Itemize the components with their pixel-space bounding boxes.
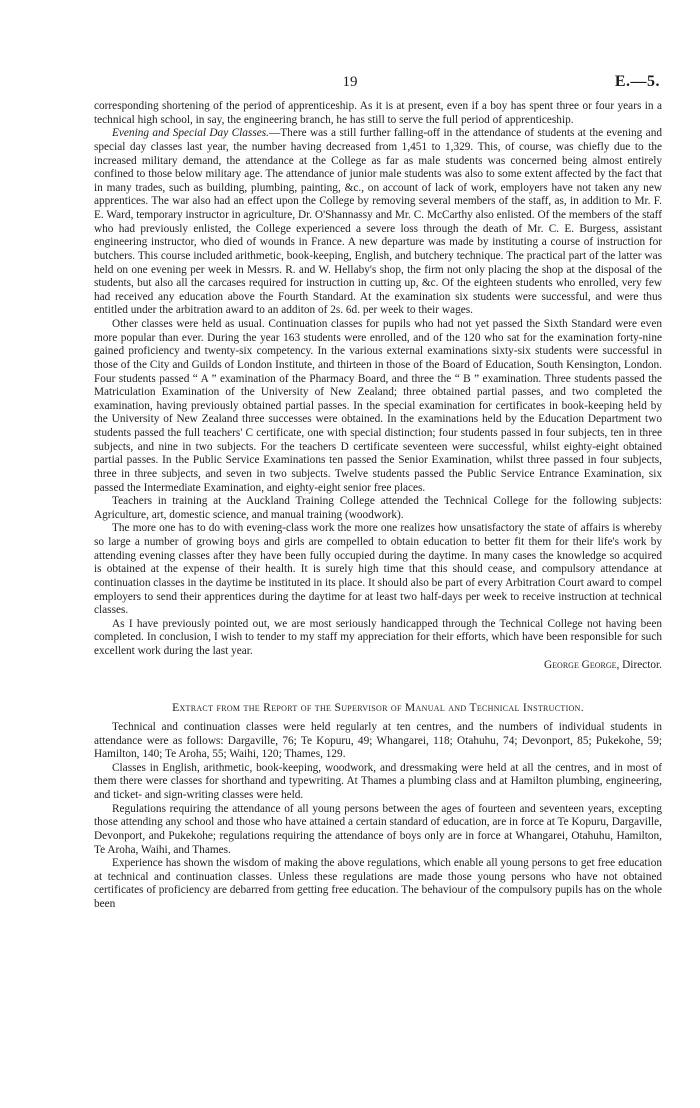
- paragraph-classes-held: Classes in English, arithmetic, book-keeping, woodwork, and dressmaking were held at all the centres, and in most of them there were classes for shorthand and typewriting. At Thames a plumbing class and at Hamilton plumbing, engineering, and ticket- and sign-writing classes were held.: [94, 761, 662, 801]
- paragraph-text: —There was a still further falling-off in the attendance of students at the evening and special day classes last year, the number having decreased from 1,451 to 1,329. This, of course, was chiefly due to the increased military demand, the attendance at the College as far as male students was concerned being almost entirely confined to those below military age. The attendance of junior male students was also to some extent affected by the fact that in many trades, such as building, plumbing, painting, &c., on account of lack of work, employers have not taken any new apprentices. The war also had an effect upon the College by removing several members of the staff, as, in addition to Mr. F. E. Ward, temporary instructor in agriculture, Dr. O'Shannassy and Mr. C. McCarthy also enlisted. Of the members of the staff who had previously enlisted, the College experienced a severe loss through the death of Mr. C. E. Burgess, assistant engineering instructor, who died of wounds in France. A new departure was made by instituting a course of instruction for butchers. This course included arithmetic, book-keeping, English, and butchery technique. The practical part of the latter was held on one evening per week in Messrs. R. and W. Hellaby's shop, the firm not only placing the shop at the disposal of the students, but also all the carcases required for instruction in cutting up, &c. Of the eighteen students who enrolled, very few had received any education above the Fourth Standard. At the examination six students were successful, and were thus entitled under the arbitration award to an additon of 2s. 6d. per week to their wages.: [94, 127, 662, 317]
- paragraph-centres: Technical and continuation classes were held regularly at ten centres, and the numbers of individual students in attendance were as follows: Dargaville, 76; Te Kopuru, 49; Whangarei, 118; Otahuhu, 74; Devonport, 85; Pukekohe, 59; Hamilton, 140; Te Aroha, 55; Waihi, 120; Thames, 129.: [94, 720, 662, 761]
- paragraph-experience: Experience has shown the wisdom of making the above regulations, which enable all young persons to get free education at technical and continuation classes. Unless these regulations are made those young persons who have not obtained certificates of proficiency are debarred from getting free education. The behaviour of the compulsory pupils has on the whole been: [94, 857, 662, 910]
- paragraph-apprenticeship: corresponding shortening of the period of apprenticeship. As it is at present, even if a boy has spent three or four years in a technical high school, in say, the engineering branch, he has still to serve the full period of apprenticeship.: [94, 100, 662, 126]
- document-reference: E.—5.: [614, 73, 660, 90]
- paragraph-other-classes: Other classes were held as usual. Continuation classes for pupils who had not yet passed the Sixth Standard were even more popular than ever. During the year 163 students were enrolled, and of the 120 who sat for the examination forty-nine gained proficiency and twenty-six competency. In the various external examinations sixty-six students were successful in those of the City and Guilds of London Institute, and thirteen in those of the Board of Education, South Kensington, London. Four students passed “ A ” examination of the Pharmacy Board, and three the “ B ” examination. Three students passed the Matriculation Examination of the University of New Zealand; three obtained partial passes, and two completed the examination, having previously obtained partial passes. In the special examination for certificates in book-keeping held by the University of New Zealand three successes were obtained. In the examinations held by the Education Department two students passed the full teachers' C certificate, one with special distinction; four students passed in four subjects, ten in three subjects, and nine in two subjects. For the teachers D certificate seventeen were successful, whilst eighty-eight obtained partial passes. In the Public Service Examinations ten passed the Senior Examination, whilst three passed in four subjects, three in three subjects, and seven in two subjects. Twelve students passed the Public Service Entrance Examination, six passed the Intermediate Examination, and eighty-eight senior free places.: [94, 318, 662, 494]
- paragraph-regulations: Regulations requiring the attendance of all young persons between the ages of fourteen and seventeen years, excepting those attending any school and those who have attained a certain standard of education, are in force at Te Kopuru, Dargaville, Devonport, and Pukekohe; regulations requiring the attendance of boys only are in force at Whangarei, Otahuhu, Hamilton, Te Aroha, Waihi, and Thames.: [94, 802, 662, 856]
- paragraph-evening-classes: [94, 127, 662, 318]
- paragraph-conclusion: As I have previously pointed out, we are most seriously handicapped through the Technical College not having been completed. In conclusion, I wish to tender to my staff my appreciation for their efforts, which have been responsible for such excellent work during the last year.: [94, 617, 662, 657]
- report-body: [94, 100, 662, 912]
- section-subheading: Evening and Special Day Classes.: [112, 127, 269, 140]
- section-heading-supervisor-report: Extract from the Report of the Supervisor of Manual and Technical Instruction.: [172, 701, 584, 715]
- signature: [94, 659, 662, 673]
- page-number: 19: [342, 74, 358, 90]
- signature-name: George George: [544, 658, 617, 671]
- paragraph-evening-class-concerns: The more one has to do with evening-class work the more one realizes how unsatisfactory the state of affairs is whereby so large a number of growing boys and girls are compelled to obtain education to better fit them for their life's work by attending evening classes after they have been fully occupied during the daytime. In many cases the knowledge so acquired is obtained at the expense of their health. It is surely high time that this should cease, and compulsory attendance at continuation classes in the daytime be instituted in its place. It should also be part of every Arbitration Court award to compel employers to send their apprentices during the daytime for at least two half-days per week to receive instruction at technical classes.: [94, 522, 662, 617]
- signature-title: , Director.: [616, 658, 662, 671]
- paragraph-teachers-training: Teachers in training at the Auckland Training College attended the Technical College for the following subjects: Agriculture, art, domestic science, and manual training (woodwork).: [94, 495, 662, 521]
